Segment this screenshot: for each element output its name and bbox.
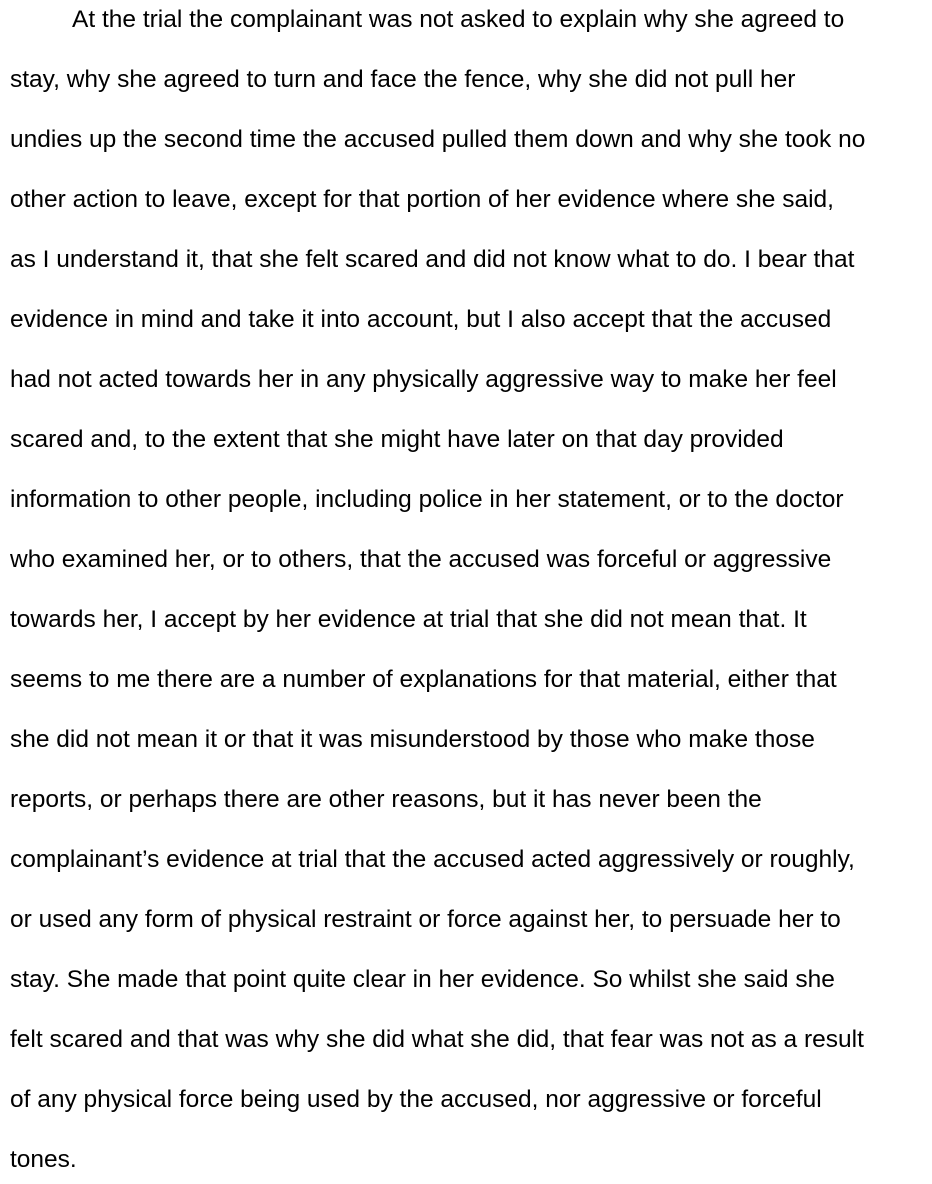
text-line: stay, why she agreed to turn and face the fence, why she did not pull her [10, 66, 796, 93]
text-line: seems to me there are a number of explanations for that material, either that [10, 666, 837, 693]
text-line: complainant’s evidence at trial that the accused acted aggressively or roughly, [10, 846, 855, 873]
text-line: she did not mean it or that it was misunderstood by those who make those [10, 726, 815, 753]
text-line: towards her, I accept by her evidence at trial that she did not mean that. It [10, 606, 807, 633]
text-line: had not acted towards her in any physically aggressive way to make her feel [10, 366, 837, 393]
text-line: as I understand it, that she felt scared and did not know what to do. I bear that [10, 246, 855, 273]
text-line: At the trial the complainant was not asked to explain why she agreed to [72, 6, 845, 33]
text-line: of any physical force being used by the accused, nor aggressive or forceful [10, 1086, 822, 1113]
text-line: evidence in mind and take it into account, but I also accept that the accused [10, 306, 832, 333]
text-line: reports, or perhaps there are other reasons, but it has never been the [10, 786, 762, 813]
text-line: scared and, to the extent that she might have later on that day provided [10, 426, 784, 453]
text-line: who examined her, or to others, that the accused was forceful or aggressive [10, 546, 832, 573]
text-line: felt scared and that was why she did what she did, that fear was not as a result [10, 1026, 864, 1053]
text-line: undies up the second time the accused pulled them down and why she took no [10, 126, 866, 153]
text-line: stay. She made that point quite clear in her evidence. So whilst she said she [10, 966, 835, 993]
text-line: tones. [10, 1146, 77, 1173]
text-line: or used any form of physical restraint or force against her, to persuade her to [10, 906, 841, 933]
text-line: other action to leave, except for that portion of her evidence where she said, [10, 186, 834, 213]
text-line: information to other people, including police in her statement, or to the doctor [10, 486, 844, 513]
